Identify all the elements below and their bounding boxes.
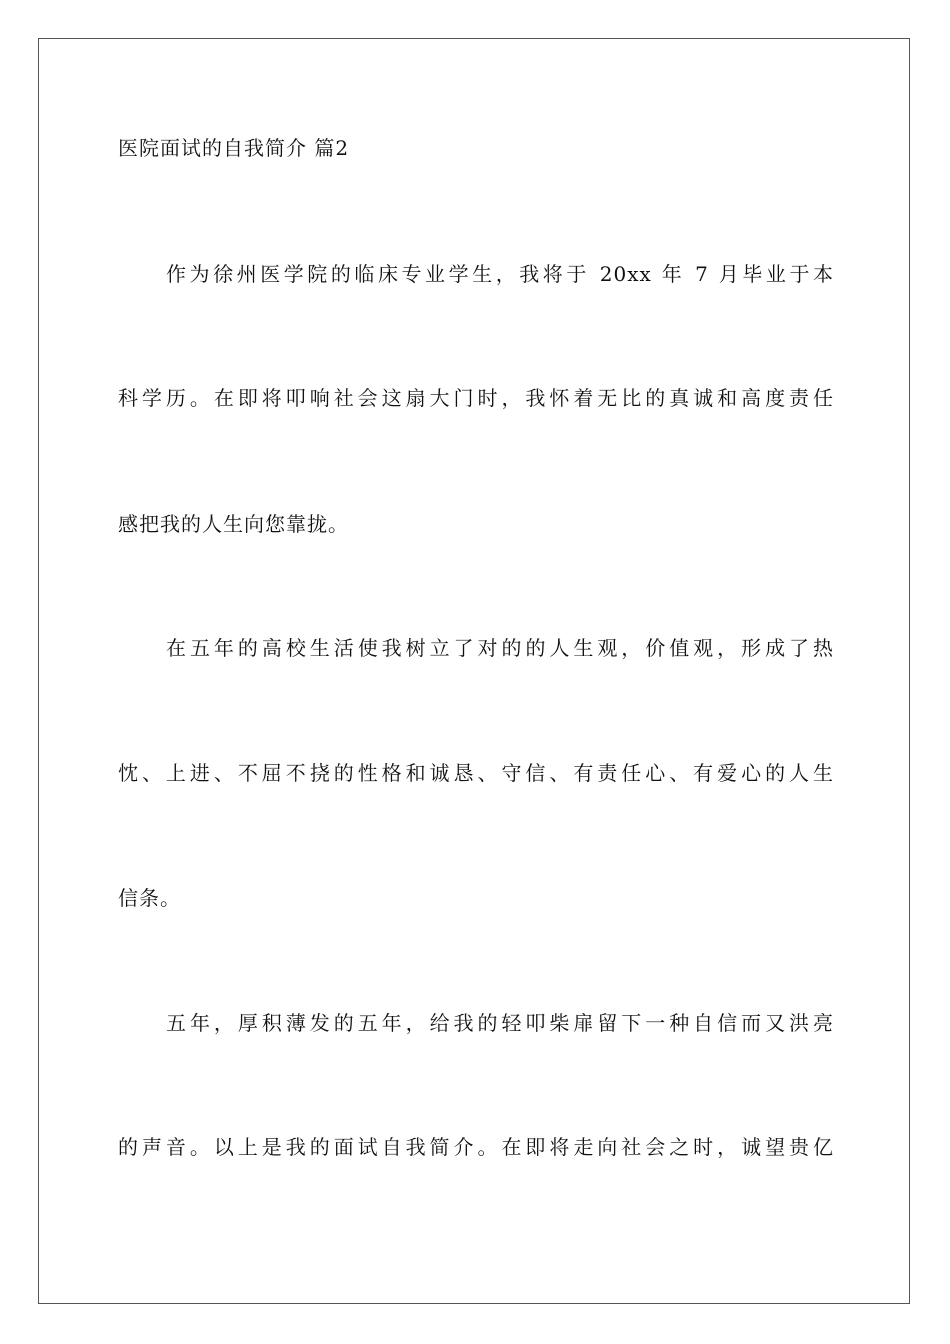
document-heading: 医院面试的自我简介 篇2: [118, 136, 350, 160]
page-frame: [38, 38, 910, 1304]
paragraph-1-line-2: 科学历。在即将叩响社会这扇大门时，我怀着无比的真诚和高度责任: [118, 386, 834, 410]
paragraph-2-line-3: 信条。: [118, 886, 181, 910]
paragraph-3-line-1: 五年，厚积薄发的五年，给我的轻叩柴扉留下一种自信而又洪亮: [166, 1011, 834, 1035]
paragraph-3-line-2: 的声音。以上是我的面试自我简介。在即将走向社会之时，诚望贵亿: [118, 1135, 834, 1159]
paragraph-1-line-1: 作为徐州医学院的临床专业学生，我将于 20xx 年 7 月毕业于本: [166, 262, 834, 286]
paragraph-2-line-2: 忱、上进、不屈不挠的性格和诚恳、守信、有责任心、有爱心的人生: [118, 761, 834, 785]
paragraph-2-line-1: 在五年的高校生活使我树立了对的的人生观，价值观，形成了热: [166, 636, 834, 660]
paragraph-1-line-3: 感把我的人生向您靠拢。: [118, 512, 349, 536]
